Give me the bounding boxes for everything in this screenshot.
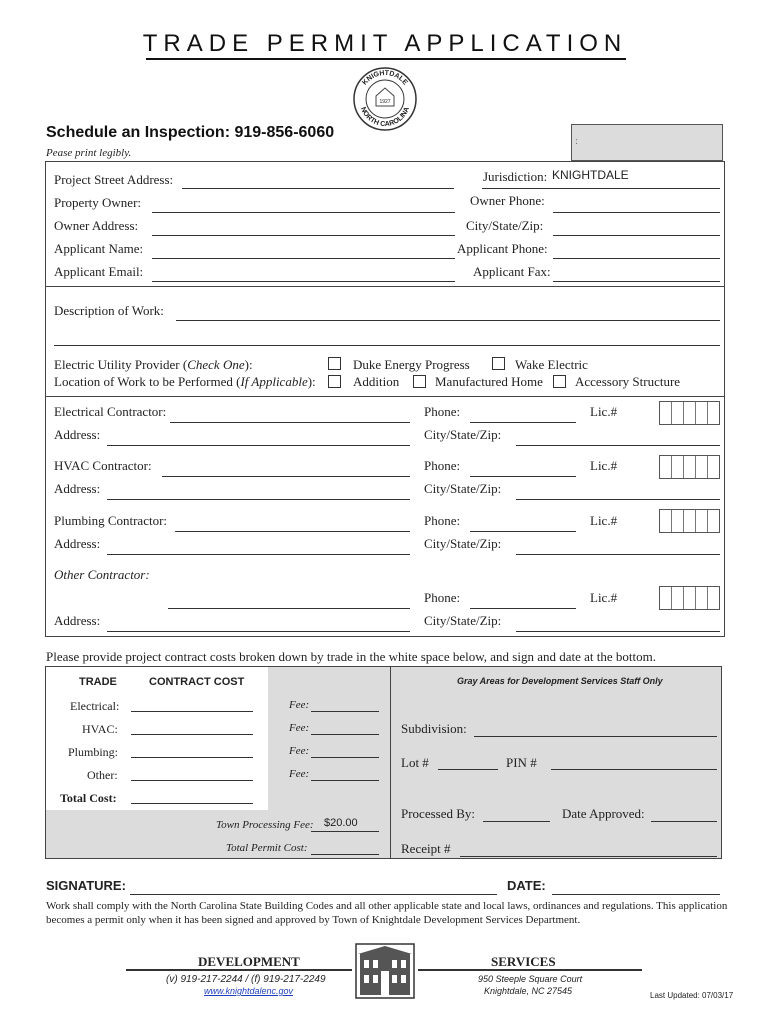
total-permit-cost-field[interactable] (311, 854, 379, 855)
property-owner-field[interactable] (152, 212, 455, 213)
plumbing-contractor-label: Plumbing Contractor: (54, 513, 168, 528)
disclaimer-line-2: becomes a permit only when it has been signed and approved by Town of Knightdale Development Services Department. (46, 914, 581, 926)
cost-electrical-field[interactable] (131, 711, 253, 712)
electrical-phone-field[interactable] (470, 422, 576, 423)
duke-energy-label: Duke Energy Progress (353, 357, 470, 372)
applicant-fax-label: Applicant Fax: (473, 264, 551, 279)
applicant-name-label: Applicant Name: (54, 241, 144, 256)
cost-other-label: Other: (87, 768, 118, 782)
cost-other-field[interactable] (131, 780, 253, 781)
total-cost-field[interactable] (131, 803, 253, 804)
addition-label: Addition (353, 374, 400, 389)
other-phone-label: Phone: (424, 590, 461, 605)
date-approved-field[interactable] (651, 821, 717, 822)
hvac-address-label: Address: (54, 481, 101, 496)
footer-services: SERVICES (491, 954, 556, 969)
pin-label: PIN # (506, 755, 537, 770)
utility-provider-label (54, 357, 253, 373)
fee-hvac-label: Fee: (289, 722, 310, 734)
staff-gray-box-top (571, 124, 723, 161)
plumbing-address-field[interactable] (107, 554, 410, 555)
title-underline (146, 58, 626, 60)
duke-energy-checkbox[interactable] (328, 357, 341, 370)
town-seal-logo (352, 66, 418, 132)
electrical-address-field[interactable] (107, 445, 410, 446)
plumbing-phone-label: Phone: (424, 513, 461, 528)
project-street-address-label: Project Street Address: (54, 172, 174, 187)
town-processing-fee-field (311, 831, 379, 832)
other-license-boxes[interactable] (659, 586, 720, 610)
footer-phones: (v) 919-217-2244 / (f) 919-217-2249 (166, 974, 326, 985)
date-label: DATE: (507, 878, 546, 893)
plumbing-city-state-zip-field[interactable] (516, 554, 720, 555)
utility-label-b: ): (244, 357, 253, 372)
other-city-state-zip-label: City/State/Zip: (424, 613, 502, 628)
owner-city-state-zip-label: City/State/Zip: (466, 218, 544, 233)
hvac-contractor-label: HVAC Contractor: (54, 458, 152, 473)
cost-plumbing-label: Plumbing: (68, 745, 119, 759)
plumbing-address-label: Address: (54, 536, 101, 551)
utility-label-em: Check One (187, 357, 245, 372)
description-of-work-field-2[interactable] (54, 345, 720, 346)
applicant-phone-field[interactable] (553, 258, 720, 259)
electrical-address-label: Address: (54, 427, 101, 442)
owner-address-field[interactable] (152, 235, 455, 236)
costs-instruction: Please provide project contract costs broken down by trade in the white space below, and sign and date at the bottom. (46, 649, 656, 664)
subdivision-label: Subdivision: (401, 721, 467, 736)
footer-website-link[interactable]: www.knightdalenc.gov (204, 986, 294, 996)
subdivision-field[interactable] (474, 736, 717, 737)
hvac-city-state-zip-label: City/State/Zip: (424, 481, 502, 496)
footer-street: 950 Steeple Square Court (478, 974, 583, 984)
electrical-contractor-label: Electrical Contractor: (54, 404, 167, 419)
signature-label: SIGNATURE: (46, 878, 126, 893)
fee-electrical-field[interactable] (311, 711, 379, 712)
description-of-work-label: Description of Work: (54, 303, 164, 318)
footer-development: DEVELOPMENT (198, 954, 300, 969)
total-permit-cost-label: Total Permit Cost: (226, 842, 308, 854)
other-city-state-zip-field[interactable] (516, 631, 720, 632)
description-of-work-field[interactable] (176, 320, 720, 321)
applicant-fax-field[interactable] (553, 281, 720, 282)
page-title: TRADE PERMIT APPLICATION (142, 30, 628, 57)
date-approved-label: Date Approved: (562, 806, 645, 821)
location-label-b: ): (307, 374, 316, 389)
property-owner-label: Property Owner: (54, 195, 142, 210)
other-phone-field[interactable] (470, 608, 576, 609)
last-updated: Last Updated: 07/03/17 (650, 991, 734, 1000)
hvac-city-state-zip-field[interactable] (516, 499, 720, 500)
other-contractor-field[interactable] (168, 608, 410, 609)
owner-address-label: Owner Address: (54, 218, 139, 233)
owner-city-state-zip-field[interactable] (553, 235, 720, 236)
town-hall-building-icon (355, 943, 415, 999)
other-lic-label: Lic.# (590, 590, 618, 605)
manufactured-home-label: Manufactured Home (435, 374, 543, 389)
date-field[interactable] (552, 894, 720, 895)
plumbing-city-state-zip-label: City/State/Zip: (424, 536, 502, 551)
disclaimer-line-1: Work shall comply with the North Carolina State Building Codes and all other applicable state and local laws, ordinances and regulations. This application (46, 900, 728, 912)
cost-entry-white-area (46, 667, 268, 810)
owner-phone-field[interactable] (553, 212, 720, 213)
jurisdiction-value: KNIGHTDALE (552, 168, 629, 182)
applicant-phone-label: Applicant Phone: (457, 241, 548, 256)
jurisdiction-field[interactable] (482, 188, 720, 189)
location-label-em: If Applicable (240, 374, 308, 389)
fee-other-label: Fee: (289, 768, 310, 780)
electrical-license-boxes[interactable] (659, 401, 720, 425)
wake-electric-checkbox[interactable] (492, 357, 505, 370)
receipt-field[interactable] (460, 856, 717, 857)
lot-field[interactable] (438, 769, 498, 770)
hvac-contractor-field[interactable] (162, 476, 410, 477)
signature-field[interactable] (130, 894, 497, 895)
cost-plumbing-field[interactable] (131, 757, 253, 758)
other-address-field[interactable] (107, 631, 410, 632)
electrical-contractor-field[interactable] (170, 422, 410, 423)
owner-phone-label: Owner Phone: (470, 193, 545, 208)
manufactured-home-checkbox[interactable] (413, 375, 426, 388)
seal-top-text: KNIGHTDALE (361, 69, 409, 87)
gray-box-mark: : (575, 135, 579, 147)
print-note: Pease print legibly. (46, 147, 132, 159)
schedule-inspection-heading: Schedule an Inspection: 919-856-6060 (46, 124, 335, 141)
fee-plumbing-label: Fee: (289, 745, 310, 757)
contract-cost-header: CONTRACT COST (149, 676, 245, 688)
addition-checkbox[interactable] (328, 375, 341, 388)
jurisdiction-label: Jurisdiction: (483, 169, 548, 184)
staff-only-heading: Gray Areas for Development Services Staff Only (457, 676, 663, 686)
plumbing-contractor-field[interactable] (175, 531, 410, 532)
location-label-a: Location of Work to be Performed ( (54, 374, 241, 389)
town-processing-fee-label: Town Processing Fee: (216, 819, 314, 831)
hvac-phone-field[interactable] (470, 476, 576, 477)
town-processing-fee-value: $20.00 (324, 817, 358, 829)
electrical-phone-label: Phone: (424, 404, 461, 419)
accessory-structure-checkbox[interactable] (553, 375, 566, 388)
electrical-city-state-zip-label: City/State/Zip: (424, 427, 502, 442)
processed-by-label: Processed By: (401, 806, 476, 821)
trade-header: TRADE (79, 676, 117, 688)
footer-city: Knightdale, NC 27545 (484, 986, 573, 996)
fee-electrical-label: Fee: (289, 699, 310, 711)
electrical-city-state-zip-field[interactable] (516, 445, 720, 446)
pin-field[interactable] (551, 769, 717, 770)
project-street-address-field[interactable] (182, 188, 454, 189)
applicant-email-label: Applicant Email: (54, 264, 144, 279)
processed-by-field[interactable] (483, 821, 550, 822)
plumbing-license-boxes[interactable] (659, 509, 720, 533)
seal-year: 1927 (379, 99, 391, 105)
cost-electrical-label: Electrical: (70, 699, 120, 713)
other-address-label: Address: (54, 613, 101, 628)
cost-hvac-field[interactable] (131, 734, 253, 735)
accessory-structure-label: Accessory Structure (575, 374, 681, 389)
electrical-lic-label: Lic.# (590, 404, 618, 419)
footer-left-rule (126, 969, 352, 971)
total-cost-label: Total Cost: (60, 791, 117, 805)
applicant-email-field[interactable] (152, 281, 455, 282)
hvac-address-field[interactable] (107, 499, 410, 500)
fee-plumbing-field[interactable] (311, 757, 379, 758)
other-contractor-label: Other Contractor: (54, 567, 150, 582)
fee-other-field[interactable] (311, 780, 379, 781)
utility-label-a: Electric Utility Provider ( (54, 357, 188, 372)
receipt-label: Receipt # (401, 841, 451, 856)
applicant-name-field[interactable] (152, 258, 455, 259)
fee-hvac-field[interactable] (311, 734, 379, 735)
plumbing-phone-field[interactable] (470, 531, 576, 532)
plumbing-lic-label: Lic.# (590, 513, 618, 528)
seal-bottom-text: NORTH CAROLINA (359, 106, 411, 129)
cost-hvac-label: HVAC: (82, 722, 118, 736)
wake-electric-label: Wake Electric (515, 357, 588, 372)
hvac-license-boxes[interactable] (659, 455, 720, 479)
cost-table-divider (390, 666, 391, 859)
lot-label: Lot # (401, 755, 429, 770)
location-of-work-label (54, 374, 316, 390)
hvac-phone-label: Phone: (424, 458, 461, 473)
hvac-lic-label: Lic.# (590, 458, 618, 473)
